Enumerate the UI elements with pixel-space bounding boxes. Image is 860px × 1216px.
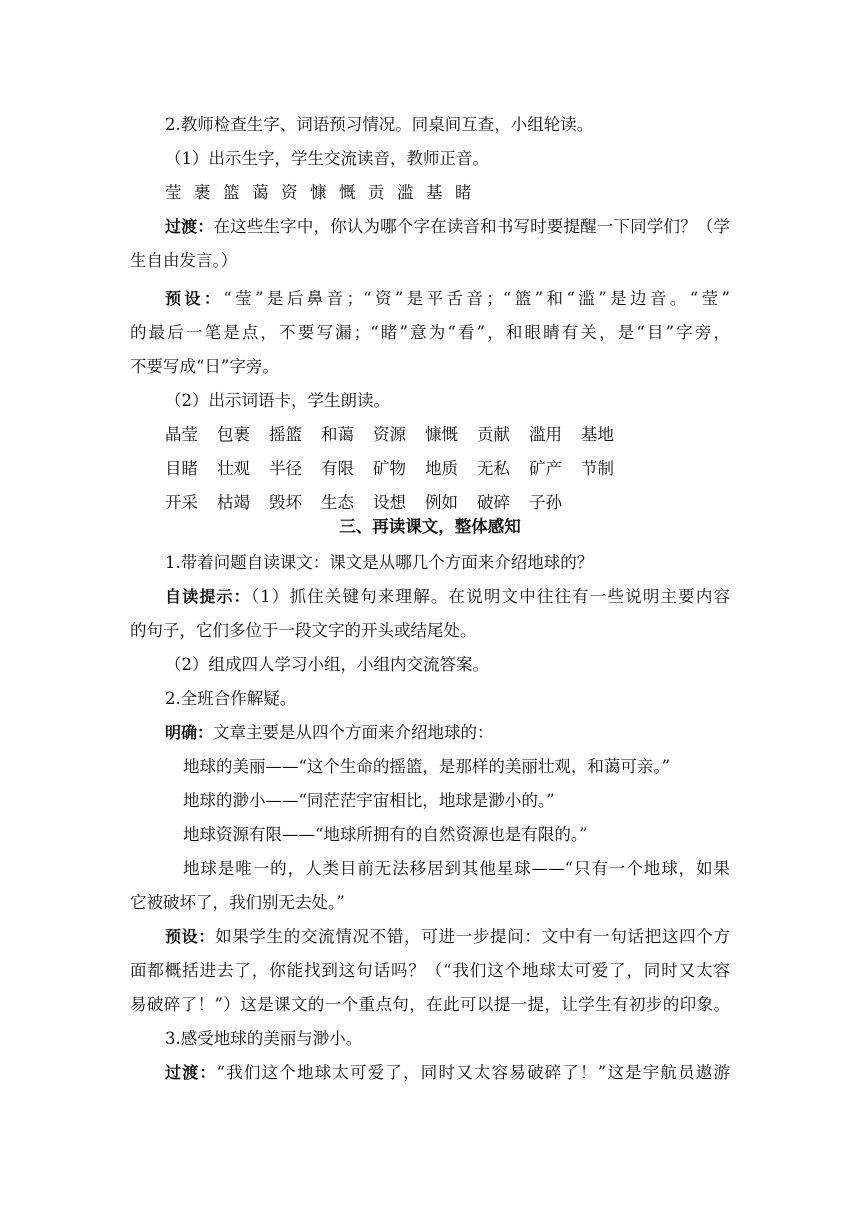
word-card-row (165, 424, 633, 446)
word: 破碎 (477, 493, 510, 512)
paragraph-line: 2.教师检查生字、词语预习情况。同桌间互查，小组轮读。 (165, 115, 594, 134)
word: 半径 (269, 459, 302, 478)
word: 例如 (425, 493, 458, 512)
paragraph-line: 预设：如果学生的交流情况不错，可进一步提问：文中有一句话把这四个方 (165, 927, 730, 946)
word: 和蔼 (321, 425, 354, 444)
paragraph-line: （1）出示生字，学生交流读音，教师正音。 (165, 149, 489, 168)
paragraph-line: 地球的美丽——“这个生命的摇篮，是那样的美丽壮观，和蔼可亲。” (183, 757, 671, 776)
character: 睹 (455, 183, 472, 202)
character: 基 (426, 183, 443, 202)
word: 矿物 (373, 459, 406, 478)
character: 篮 (223, 183, 240, 202)
character: 裹 (194, 183, 211, 202)
clarify-label: 明确： (165, 723, 214, 742)
word: 枯竭 (217, 493, 250, 512)
paragraph-line: 不要写成“日”字旁。 (130, 357, 279, 376)
paragraph-line: 易破碎了！”）这是课文的一个重点句，在此可以提一提，让学生有初步的印象。 (130, 995, 730, 1014)
word: 设想 (373, 493, 406, 512)
word: 有限 (321, 459, 354, 478)
paragraph-line: 地球是唯一的，人类目前无法移居到其他星球——“只有一个地球，如果 (183, 859, 730, 878)
word: 毁坏 (269, 493, 302, 512)
word: 摇篮 (269, 425, 302, 444)
word: 子孙 (529, 493, 562, 512)
character: 滥 (397, 183, 414, 202)
paragraph-line: 的句子，它们多位于一段文字的开头或结尾处。 (130, 621, 477, 640)
word: 壮观 (217, 459, 250, 478)
transition-label: 过渡： (165, 217, 214, 236)
word: 慷慨 (425, 425, 458, 444)
section-heading: 三、再读课文，整体感知 (339, 517, 521, 536)
character: 慨 (339, 183, 356, 202)
word: 生态 (321, 493, 354, 512)
word: 矿产 (529, 459, 562, 478)
character: 资 (281, 183, 298, 202)
reading-tip-label: 自读提示： (165, 587, 251, 606)
word: 资源 (373, 425, 406, 444)
character: 莹 (165, 183, 182, 202)
new-characters-row (165, 182, 484, 204)
paragraph-line: 生自由发言。） (130, 251, 238, 270)
word: 节制 (581, 459, 614, 478)
paragraph-line: 它被破坏了，我们别无去处。” (130, 893, 345, 912)
word: 滥用 (529, 425, 562, 444)
character: 贡 (368, 183, 385, 202)
word: 包裹 (217, 425, 250, 444)
paragraph-line: 2.全班合作解疑。 (165, 689, 297, 708)
transition-label: 过渡： (165, 1063, 217, 1082)
paragraph-line: （2）出示词语卡，学生朗读。 (165, 391, 390, 410)
word-card-row (165, 492, 581, 514)
word: 无私 (477, 459, 510, 478)
paragraph-line: （2）组成四人学习小组，小组内交流答案。 (165, 655, 489, 674)
word: 贡献 (477, 425, 510, 444)
word: 目睹 (165, 459, 198, 478)
paragraph-line: 的最后一笔是点，不要写漏；“睹”意为“看”，和眼睛有关，是“目”字旁， (130, 323, 730, 342)
paragraph-line: 3.感受地球的美丽与渺小。 (165, 1029, 363, 1048)
paragraph-line: 预设：“莹”是后鼻音；“资”是平舌音；“篮”和“滥”是边音。“莹” (165, 289, 730, 308)
paragraph-line: 1.带着问题自读课文：课文是从哪几个方面来介绍地球的？ (165, 553, 594, 572)
character: 慷 (310, 183, 327, 202)
preset-label: 预设： (165, 289, 224, 308)
paragraph-line: 自读提示：（1）抓住关键句来理解。在说明文中往往有一些说明主要内容 (165, 587, 730, 606)
word: 晶莹 (165, 425, 198, 444)
preset-label: 预设： (165, 927, 216, 946)
paragraph-line: 地球的渺小——“同茫茫宇宙相比，地球是渺小的。” (183, 791, 555, 810)
paragraph-line: 过渡：“我们这个地球太可爱了，同时又太容易破碎了！”这是宇航员遨游 (165, 1063, 730, 1082)
paragraph-line: 面都概括进去了，你能找到这句话吗？（“我们这个地球太可爱了，同时又太容 (130, 961, 730, 980)
paragraph-line: 过渡：在这些生字中，你认为哪个字在读音和书写时要提醒一下同学们？（学 (165, 217, 730, 236)
word: 开采 (165, 493, 198, 512)
word-card-row (165, 458, 633, 480)
word: 地质 (425, 459, 458, 478)
character: 蔼 (252, 183, 269, 202)
paragraph-line: 明确：文章主要是从四个方面来介绍地球的： (165, 723, 494, 742)
paragraph-line: 地球资源有限——“地球所拥有的自然资源也是有限的。” (183, 825, 588, 844)
word: 基地 (581, 425, 614, 444)
